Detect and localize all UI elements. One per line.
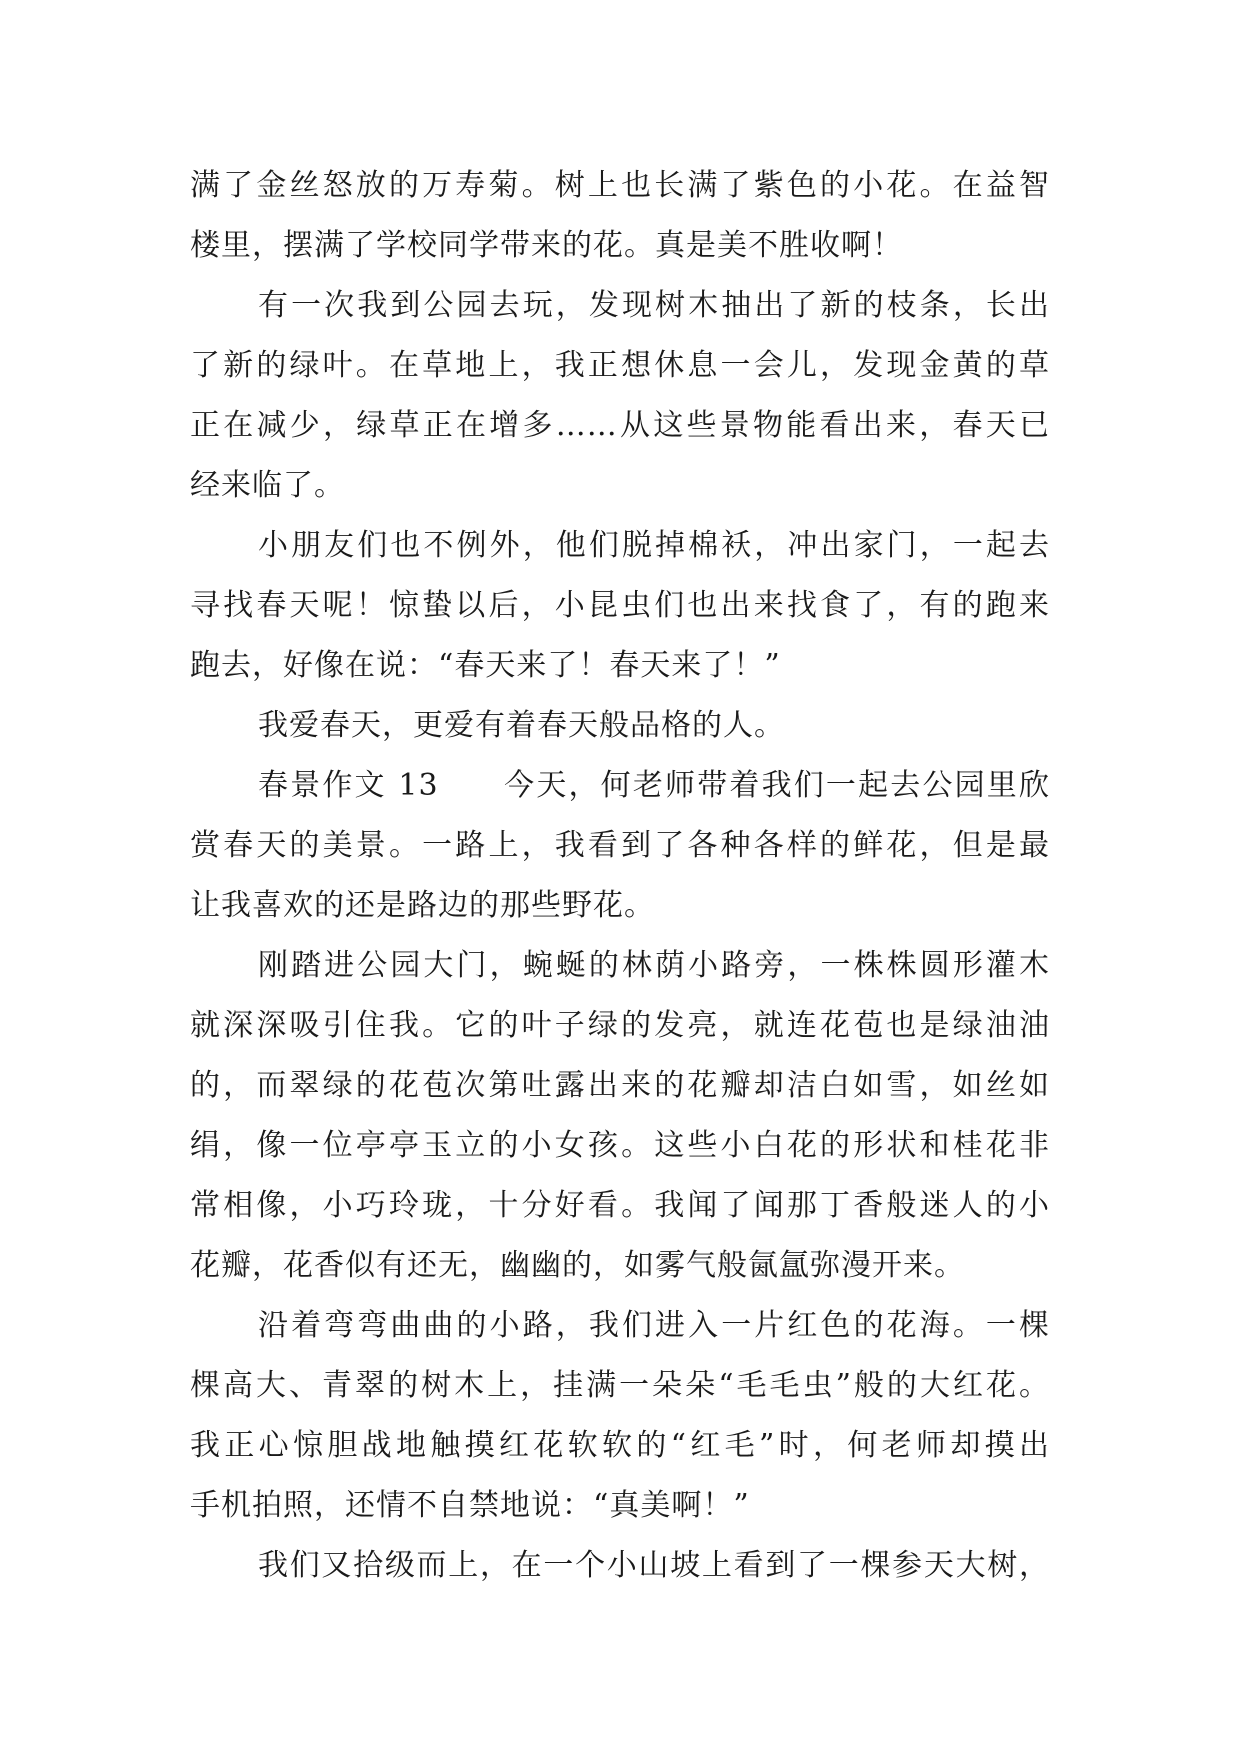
- text-line: 棵高大、青翠的树木上，挂满一朵朵“毛毛虫”般的大红花。: [190, 1368, 1050, 1403]
- text-line: 让我喜欢的还是路边的那些野花。: [190, 888, 655, 923]
- text-line: 跑去，好像在说：“春天来了！春天来了！”: [190, 648, 781, 683]
- text-line: 手机拍照，还情不自禁地说：“真美啊！”: [190, 1488, 750, 1523]
- text-line: 小朋友们也不例外，他们脱掉棉袄，冲出家门，一起去: [258, 528, 1050, 563]
- text-line: 刚踏进公园大门，蜿蜒的林荫小路旁，一株株圆形灌木: [258, 948, 1050, 983]
- text-line: 经来临了。: [190, 468, 345, 503]
- text-line: 的，而翠绿的花苞次第吐露出来的花瓣却洁白如雪，如丝如: [190, 1068, 1050, 1103]
- text-line: 绢，像一位亭亭玉立的小女孩。这些小白花的形状和桂花非: [190, 1128, 1050, 1163]
- text-line: 我正心惊胆战地触摸红花软软的“红毛”时，何老师却摸出: [190, 1428, 1050, 1463]
- text-line: 楼里，摆满了学校同学带来的花。真是美不胜收啊！: [190, 228, 903, 263]
- text-line: 了新的绿叶。在草地上，我正想休息一会儿，发现金黄的草: [190, 348, 1050, 383]
- text-line: 我爱春天，更爱有着春天般品格的人。: [258, 708, 785, 743]
- text-line: 春景作文 13 今天，何老师带着我们一起去公园里欣: [258, 768, 1050, 803]
- text-line: 沿着弯弯曲曲的小路，我们进入一片红色的花海。一棵: [258, 1308, 1050, 1343]
- text-line: 正在减少，绿草正在增多……从这些景物能看出来，春天已: [190, 408, 1050, 443]
- text-line: 满了金丝怒放的万寿菊。树上也长满了紫色的小花。在益智: [190, 168, 1050, 203]
- text-line: 常相像，小巧玲珑，十分好看。我闻了闻那丁香般迷人的小: [190, 1188, 1050, 1223]
- text-line: 我们又拾级而上，在一个小山坡上看到了一棵参天大树，: [258, 1548, 1050, 1583]
- text-line: 花瓣，花香似有还无，幽幽的，如雾气般氤氲弥漫开来。: [190, 1248, 965, 1283]
- text-line: 有一次我到公园去玩，发现树木抽出了新的枝条，长出: [258, 288, 1050, 323]
- text-line: 就深深吸引住我。它的叶子绿的发亮，就连花苞也是绿油油: [190, 1008, 1050, 1043]
- text-line: 赏春天的美景。一路上，我看到了各种各样的鲜花，但是最: [190, 828, 1050, 863]
- text-line: 寻找春天呢！惊蛰以后，小昆虫们也出来找食了，有的跑来: [190, 588, 1050, 623]
